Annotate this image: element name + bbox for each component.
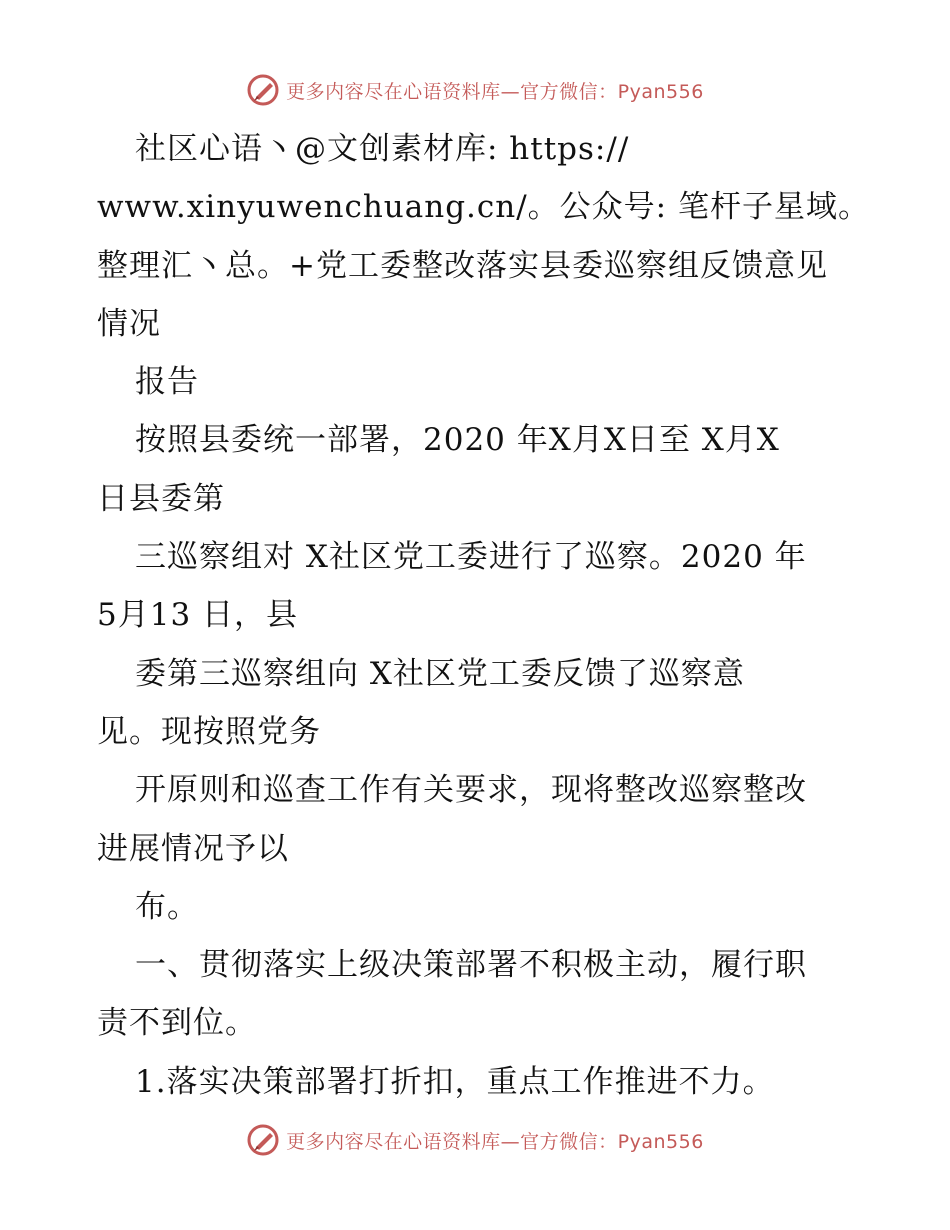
text-line: 布。 — [135, 888, 199, 925]
watermark-footer — [0, 1120, 950, 1160]
pen-logo-icon — [246, 73, 280, 107]
text-line: 日县委第 — [97, 480, 225, 517]
text-line: 一、贯彻落实上级决策部署不积极主动，履行职 — [135, 947, 807, 984]
text-line: 委第三巡察组向 X社区党工委反馈了巡察意 — [135, 655, 745, 692]
text-line: 情况 — [97, 305, 161, 342]
text-line: 三巡察组对 X社区党工委进行了巡察。2020 年 — [135, 539, 807, 576]
text-line: 进展情况予以 — [97, 830, 289, 867]
text-line: 1.落实决策部署打折扣，重点工作推进不力。 — [135, 1063, 775, 1100]
text-line: 责不到位。 — [97, 1005, 257, 1042]
text-line: 按照县委统一部署，2020 年X月X日至 X月X — [135, 422, 780, 459]
watermark-header — [0, 70, 950, 110]
text-line: 整理汇丶总。+党工委整改落实县委巡察组反馈意见 — [97, 247, 828, 284]
text-line: www.xinyuwenchuang.cn/。公众号: 笔杆子星域。 — [97, 189, 870, 226]
pen-logo-icon — [246, 1123, 280, 1157]
document-body — [97, 120, 870, 1111]
text-line: 5月13 日，县 — [97, 597, 299, 634]
watermark-text: 更多内容尽在心语资料库—官方微信：Pyan556 — [286, 80, 704, 103]
watermark-text: 更多内容尽在心语资料库—官方微信：Pyan556 — [286, 1130, 704, 1153]
text-line: 社区心语丶@文创素材库: https:// — [135, 131, 630, 167]
text-line: 见。现按照党务 — [97, 713, 321, 750]
text-line: 报告 — [135, 364, 199, 401]
text-line: 开原则和巡查工作有关要求，现将整改巡察整改 — [135, 772, 807, 809]
